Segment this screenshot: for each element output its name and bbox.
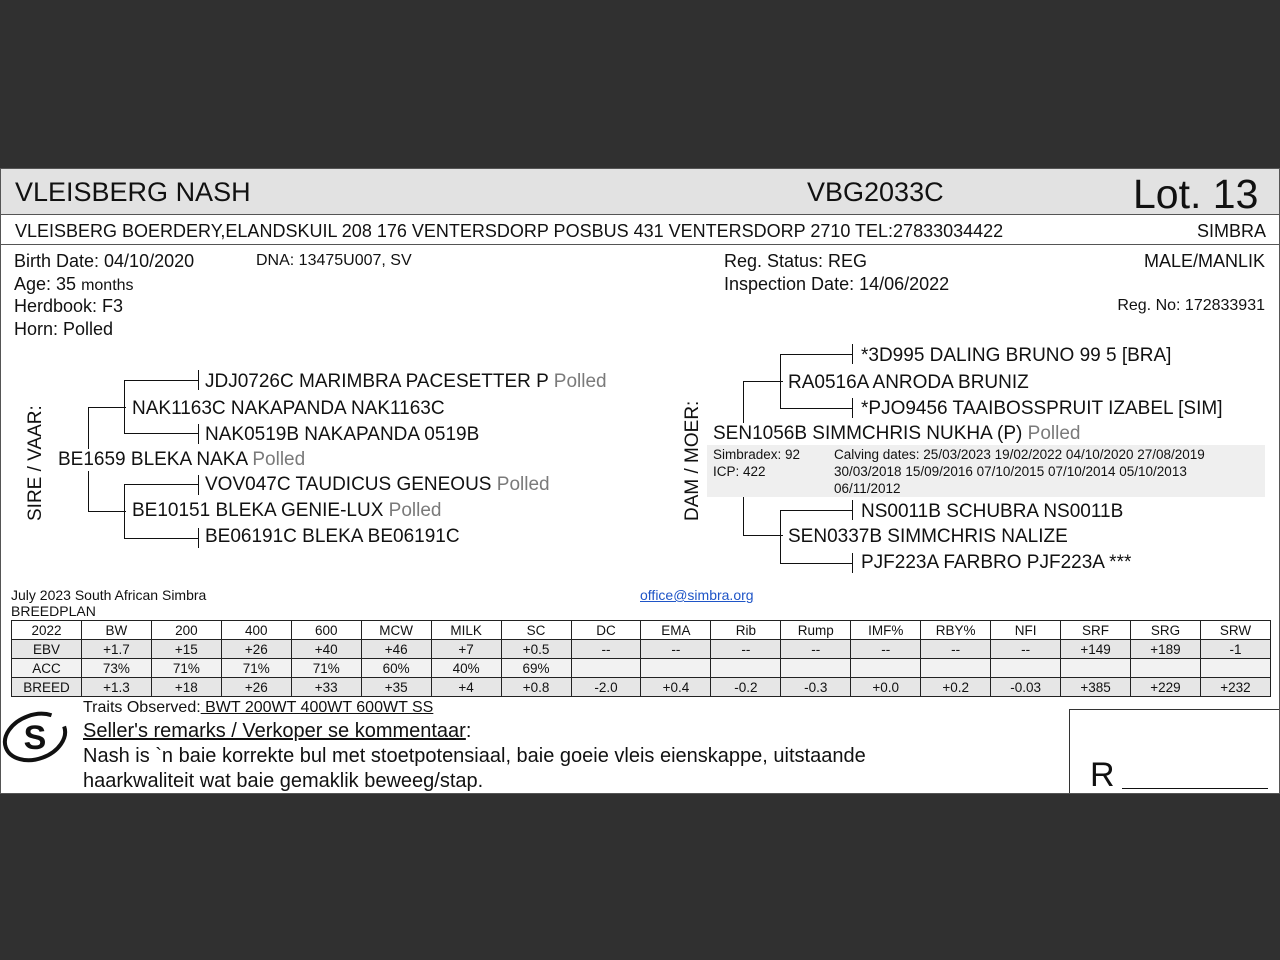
- ebv-cell: NFI: [991, 621, 1061, 640]
- ebv-table-header-row: [12, 621, 1271, 640]
- ebv-cell: BREED: [12, 678, 82, 697]
- sire-sire-sire: JDJ0726C MARIMBRA PACESETTER P Polled: [205, 371, 607, 392]
- animal-registration-code: VBG2033C: [807, 177, 944, 207]
- ebv-cell: [781, 659, 851, 678]
- ebv-cell: RBY%: [921, 621, 991, 640]
- ebv-cell: 71%: [221, 659, 291, 678]
- ebv-cell: SRW: [1200, 621, 1270, 640]
- ebv-cell: +1.7: [81, 640, 151, 659]
- dam-dam-dam: PJF223A FARBRO PJF223A ***: [861, 552, 1132, 573]
- ebv-cell: [641, 659, 711, 678]
- dam-sire-dam: *PJO9456 TAAIBOSSPRUIT IZABEL [SIM]: [861, 398, 1223, 419]
- horn-status: Horn: Polled: [14, 319, 114, 339]
- birth-date: Birth Date: 04/10/2020: [14, 251, 195, 271]
- dam-sire-sire: *3D995 DALING BRUNO 99 5 [BRA]: [861, 345, 1172, 366]
- ebv-cell: Rib: [711, 621, 781, 640]
- breeder-bar: [1, 215, 1280, 245]
- ebv-cell: [711, 659, 781, 678]
- ebv-cell: EBV: [12, 640, 82, 659]
- polled-tag: Polled: [1027, 423, 1081, 444]
- ebv-cell: SRG: [1131, 621, 1201, 640]
- simbra-logo-icon: [1, 709, 73, 765]
- ebv-cell: 2022: [12, 621, 82, 640]
- dam-name: SEN1056B SIMMCHRIS NUKHA (P) Polled: [713, 423, 1081, 444]
- ebv-cell: 600: [291, 621, 361, 640]
- ebv-table-ebv-row: [12, 640, 1271, 659]
- sex: MALE/MANLIK: [1143, 251, 1265, 271]
- ebv-cell: --: [991, 640, 1061, 659]
- dna-info: DNA: 13475U007, SV: [256, 252, 412, 269]
- traits-value: BWT 200WT 400WT 600WT SS: [200, 699, 434, 716]
- ebv-cell: [1200, 659, 1270, 678]
- ebv-cell: 69%: [501, 659, 571, 678]
- ebv-table-acc-row: [12, 659, 1271, 678]
- sire-dam-sire: VOV047C TAUDICUS GENEOUS Polled: [205, 474, 550, 495]
- ebv-table-breed-row: [12, 678, 1271, 697]
- sire-label: SIRE / VAAR:: [25, 405, 46, 521]
- ebv-cell: DC: [571, 621, 641, 640]
- ebv-cell: ACC: [12, 659, 82, 678]
- ebv-cell: +0.5: [501, 640, 571, 659]
- inspection-date: Inspection Date: 14/06/2022: [724, 274, 950, 294]
- ebv-cell: 73%: [81, 659, 151, 678]
- breed-name: SIMBRA: [1196, 221, 1266, 241]
- polled-tag: Polled: [252, 449, 306, 470]
- ebv-cell: 200: [151, 621, 221, 640]
- ebv-cell: +149: [1061, 640, 1131, 659]
- ebv-cell: +0.0: [851, 678, 921, 697]
- breeder-address: VLEISBERG BOERDERY,ELANDSKUIL 208 176 VENTERSDORP POSBUS 431 VENTERSDORP 2710 TEL:27833034422: [15, 221, 1004, 241]
- age-unit: months: [81, 277, 134, 294]
- ebv-table: [11, 620, 1271, 697]
- ebv-cell: -0.2: [711, 678, 781, 697]
- ebv-cell: +26: [221, 640, 291, 659]
- traits-observed: [83, 699, 433, 717]
- ebv-cell: --: [641, 640, 711, 659]
- calving-dates-line-3: 06/11/2012: [834, 481, 901, 496]
- ebv-cell: -1: [1200, 640, 1270, 659]
- registration-status: Reg. Status: REG: [724, 251, 868, 271]
- price-write-in-line[interactable]: [1122, 788, 1268, 789]
- ebv-cell: SC: [501, 621, 571, 640]
- lot-number: Lot. 13: [1133, 171, 1259, 217]
- seller-remarks-heading: Seller's remarks / Verkoper se kommentaar:: [83, 720, 472, 742]
- ebv-cell: MCW: [361, 621, 431, 640]
- dam-production-box: [707, 445, 1265, 497]
- ebv-cell: SRF: [1061, 621, 1131, 640]
- ebv-cell: --: [571, 640, 641, 659]
- ebv-cell: BW: [81, 621, 151, 640]
- ebv-cell: +15: [151, 640, 221, 659]
- contact-email-link[interactable]: office@simbra.org: [640, 587, 754, 603]
- ebv-cell: 60%: [361, 659, 431, 678]
- ebv-cell: Rump: [781, 621, 851, 640]
- lot-card: [0, 168, 1280, 794]
- age: [14, 274, 134, 295]
- ebv-cell: +189: [1131, 640, 1201, 659]
- ebv-cell: MILK: [431, 621, 501, 640]
- dam-dam-sire: NS0011B SCHUBRA NS0011B: [861, 501, 1124, 522]
- simbradex: Simbradex: 92: [713, 447, 801, 462]
- seller-remarks-line-1: Nash is `n baie korrekte bul met stoetpotensiaal, baie goeie vleis eienskappe, uitstaande: [83, 745, 866, 767]
- title-bar: [1, 169, 1280, 215]
- breedplan-label: BREEDPLAN: [11, 603, 96, 619]
- traits-label: Traits Observed:: [83, 699, 201, 716]
- ebv-cell: --: [781, 640, 851, 659]
- ebv-cell: +46: [361, 640, 431, 659]
- price-currency: R: [1090, 756, 1115, 794]
- age-value: Age: 35: [14, 274, 77, 294]
- ebv-cell: [1131, 659, 1201, 678]
- ebv-cell: +232: [1200, 678, 1270, 697]
- price-box: [1069, 709, 1280, 794]
- ebv-cell: [921, 659, 991, 678]
- ebv-cell: +0.8: [501, 678, 571, 697]
- ebv-cell: [851, 659, 921, 678]
- sire-dam: BE10151 BLEKA GENIE-LUX Polled: [132, 500, 442, 521]
- sire-sire-dam: NAK0519B NAKAPANDA 0519B: [205, 424, 480, 445]
- sire-dam-dam: BE06191C BLEKA BE06191C: [205, 526, 460, 547]
- dam-label: DAM / MOER:: [682, 400, 703, 521]
- sire-name: BE1659 BLEKA NAKA Polled: [58, 449, 306, 470]
- ebv-cell: +7: [431, 640, 501, 659]
- ebv-cell: +229: [1131, 678, 1201, 697]
- ebv-cell: +1.3: [81, 678, 151, 697]
- animal-name: VLEISBERG NASH: [15, 177, 251, 207]
- dam-dam: SEN0337B SIMMCHRIS NALIZE: [788, 526, 1068, 547]
- seller-remarks-line-2: haarkwaliteit wat baie gemaklik beweeg/stap.: [83, 770, 484, 792]
- ebv-cell: +0.2: [921, 678, 991, 697]
- ebv-cell: 71%: [291, 659, 361, 678]
- ebv-cell: --: [921, 640, 991, 659]
- ebv-cell: -0.3: [781, 678, 851, 697]
- calving-dates-line-2: 30/03/2018 15/09/2016 07/10/2015 07/10/2014 05/10/2013: [834, 464, 1187, 479]
- polled-tag: Polled: [553, 371, 607, 392]
- dam-sire: RA0516A ANRODA BRUNIZ: [788, 372, 1029, 393]
- ebv-cell: +385: [1061, 678, 1131, 697]
- ebv-cell: -2.0: [571, 678, 641, 697]
- ebv-cell: -0.03: [991, 678, 1061, 697]
- logo-letter: S: [23, 719, 47, 757]
- sire-sire: NAK1163C NAKAPANDA NAK1163C: [132, 398, 445, 419]
- ebv-cell: +35: [361, 678, 431, 697]
- calving-dates-line-1: Calving dates: 25/03/2023 19/02/2022 04/10/2020 27/08/2019: [834, 447, 1205, 462]
- ebv-cell: +0.4: [641, 678, 711, 697]
- ebv-cell: +33: [291, 678, 361, 697]
- ebv-cell: +4: [431, 678, 501, 697]
- ebv-cell: 71%: [151, 659, 221, 678]
- herdbook: Herdbook: F3: [14, 296, 124, 316]
- ebv-cell: 40%: [431, 659, 501, 678]
- ebv-cell: --: [711, 640, 781, 659]
- ebv-cell: +40: [291, 640, 361, 659]
- ebv-cell: +26: [221, 678, 291, 697]
- ebv-cell: EMA: [641, 621, 711, 640]
- ebv-cell: +18: [151, 678, 221, 697]
- ebv-cell: IMF%: [851, 621, 921, 640]
- polled-tag: Polled: [388, 500, 442, 521]
- polled-tag: Polled: [496, 474, 550, 495]
- ebv-cell: [991, 659, 1061, 678]
- breedplan-source: July 2023 South African Simbra: [11, 587, 207, 603]
- ebv-cell: [571, 659, 641, 678]
- ebv-cell: [1061, 659, 1131, 678]
- registration-number: Reg. No: 172833931: [1117, 297, 1265, 314]
- icp: ICP: 422: [713, 464, 766, 479]
- ebv-cell: 400: [221, 621, 291, 640]
- ebv-cell: --: [851, 640, 921, 659]
